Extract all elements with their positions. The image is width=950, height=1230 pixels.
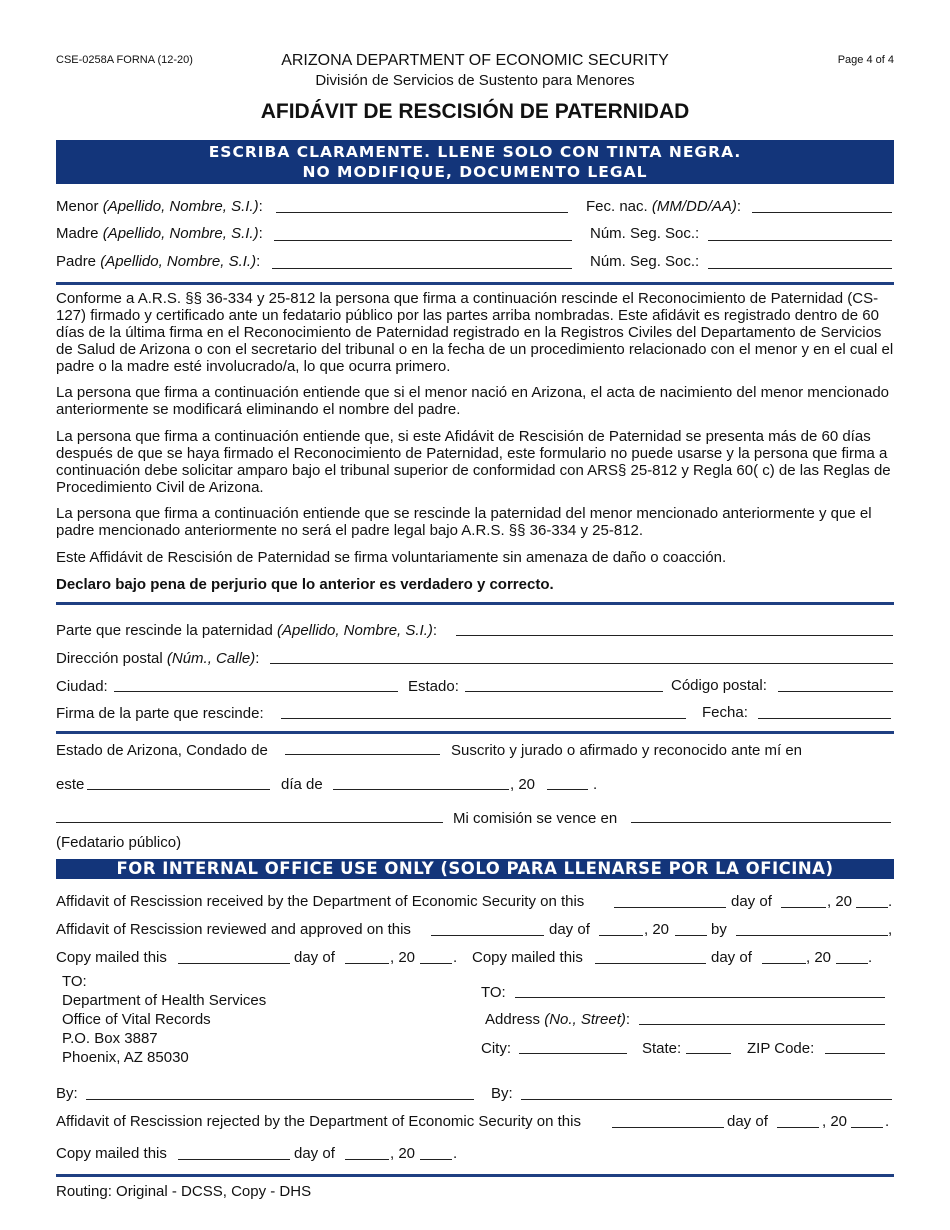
este-field[interactable] <box>87 789 270 790</box>
state-field[interactable] <box>686 1053 731 1054</box>
routing-footer: Routing: Original - DCSS, Copy - DHS <box>56 1183 312 1200</box>
received-year-prefix: , 20 <box>827 893 853 910</box>
copy-mailed-label-right: Copy mailed this <box>472 949 583 966</box>
ciudad-label: Ciudad: <box>56 678 108 695</box>
dhs-address-block <box>62 972 266 1067</box>
copy-mailed-label-bottom: Copy mailed this <box>56 1145 167 1162</box>
to-block-line: P.O. Box 3887 <box>62 1030 158 1047</box>
to-block-line: Office of Vital Records <box>62 1011 211 1028</box>
menor-label: Menor (Apellido, Nombre, S.I.): <box>56 198 263 215</box>
zip-label: ZIP Code: <box>747 1040 815 1057</box>
city-field[interactable] <box>519 1053 627 1054</box>
suscrito-text: Suscrito y jurado o afirmado y reconocido ante mí en <box>451 742 803 759</box>
copy-bottom-day-field[interactable] <box>178 1159 290 1160</box>
copy-right-day-of: day of <box>711 949 752 966</box>
banner-line-2: NO MODIFIQUE, DOCUMENTO LEGAL <box>302 163 648 181</box>
paragraph-2: La persona que firma a continuación entiende que si el menor nació en Arizona, el acta de nacimiento del menor mencionado anteriormente se modificará eliminando el nombre del padre. <box>56 384 890 418</box>
received-month-field[interactable] <box>781 907 826 908</box>
by-field-left[interactable] <box>86 1099 474 1100</box>
padre-label: Padre (Apellido, Nombre, S.I.): <box>56 253 261 270</box>
to-block-line: Phoenix, AZ 85030 <box>62 1049 189 1066</box>
reviewed-by-field[interactable] <box>736 935 888 936</box>
paragraph-3: La persona que firma a continuación entiende que, si este Afidávit de Rescisión de Paternidad se presenta más de 60 días después de que se haya firmado el Reconocimiento de Paternidad, este formulario no puede usarse y la persona que firma a continuación debe solicitar amparo bajo el tribunal superior de conformidad con ARS§ 25-812 y Regla 60( c) de las Reglas de Procedimiento Civil de Arizona. <box>56 428 891 496</box>
rejected-day-of: day of <box>727 1113 768 1130</box>
madre-label: Madre (Apellido, Nombre, S.I.): <box>56 225 263 242</box>
copy-bottom-year-prefix: , 20 <box>390 1145 416 1162</box>
copy-bottom-day-of: day of <box>294 1145 335 1162</box>
division-name: División de Servicios de Sustento para Menores <box>315 72 635 89</box>
codigo-postal-label: Código postal: <box>671 677 767 694</box>
reviewed-year-field[interactable] <box>675 935 707 936</box>
parte-label: Parte que rescinde la paternidad (Apellido, Nombre, S.I.): <box>56 622 438 639</box>
comision-label: Mi comisión se vence en <box>453 810 618 827</box>
copy-right-year-field[interactable] <box>836 963 868 964</box>
to-label: TO: <box>481 984 506 1001</box>
reviewed-year-prefix: , 20 <box>644 921 670 938</box>
copy-right-year-prefix: , 20 <box>806 949 832 966</box>
year-prefix: , 20 <box>510 776 536 793</box>
divider <box>56 731 894 734</box>
to-field[interactable] <box>515 997 885 998</box>
rejected-month-field[interactable] <box>777 1127 819 1128</box>
form-id: CSE-0258A FORNA (12-20) <box>56 54 193 66</box>
office-use-banner: FOR INTERNAL OFFICE USE ONLY (SOLO PARA LLENARSE POR LA OFICINA) <box>56 859 894 879</box>
copy-mailed-label-left: Copy mailed this <box>56 949 167 966</box>
copy-left-day-field[interactable] <box>178 963 290 964</box>
padre-field[interactable] <box>272 268 572 269</box>
paragraph-5: Este Affidávit de Rescisión de Paternidad se firma voluntariamente sin amenaza de daño o coacción. <box>56 549 727 566</box>
menor-field[interactable] <box>276 212 568 213</box>
comision-field[interactable] <box>631 822 891 823</box>
reviewed-month-field[interactable] <box>599 935 643 936</box>
received-year-field[interactable] <box>856 907 888 908</box>
reviewed-day-field[interactable] <box>431 935 544 936</box>
copy-left-year-field[interactable] <box>420 963 452 964</box>
instructions-banner <box>56 140 894 184</box>
madre-field[interactable] <box>274 240 572 241</box>
received-day-of: day of <box>731 893 772 910</box>
direccion-field[interactable] <box>270 663 893 664</box>
address-field[interactable] <box>639 1024 885 1025</box>
by-field-right[interactable] <box>521 1099 892 1100</box>
to-block-line: TO: <box>62 973 87 990</box>
reviewed-by-label: by <box>711 921 727 938</box>
banner-line-1: ESCRIBA CLARAMENTE. LLENE SOLO CON TINTA NEGRA. <box>208 143 742 161</box>
copy-left-month-field[interactable] <box>345 963 389 964</box>
by-label-right: By: <box>491 1085 513 1102</box>
ssn-padre-field[interactable] <box>708 268 892 269</box>
direccion-label: Dirección postal (Núm., Calle): <box>56 650 260 667</box>
fecha-label: Fecha: <box>702 704 748 721</box>
received-day-field[interactable] <box>614 907 726 908</box>
notary-signature-field[interactable] <box>56 822 443 823</box>
ssn-madre-field[interactable] <box>708 240 892 241</box>
page-number: Page 4 of 4 <box>837 54 894 66</box>
reviewed-label: Affidavit of Rescission reviewed and approved on this <box>56 921 411 938</box>
zip-field[interactable] <box>825 1053 885 1054</box>
codigo-postal-field[interactable] <box>778 691 893 692</box>
copy-right-day-field[interactable] <box>595 963 706 964</box>
rejected-year-field[interactable] <box>851 1127 883 1128</box>
divider <box>56 282 894 285</box>
firma-label: Firma de la parte que rescinde: <box>56 705 264 722</box>
divider <box>56 1174 894 1177</box>
fec-nac-label: Fec. nac. (MM/DD/AA): <box>586 198 742 215</box>
ssn-padre-label: Núm. Seg. Soc.: <box>590 253 700 270</box>
fec-nac-field[interactable] <box>752 212 892 213</box>
rejected-label: Affidavit of Rescission rejected by the Department of Economic Security on this <box>56 1113 581 1130</box>
copy-left-year-prefix: , 20 <box>390 949 416 966</box>
mes-field[interactable] <box>333 789 509 790</box>
by-label-left: By: <box>56 1085 78 1102</box>
year-field[interactable] <box>547 789 588 790</box>
notary-estado-label: Estado de Arizona, Condado de <box>56 742 268 759</box>
fecha-field[interactable] <box>758 718 891 719</box>
copy-right-month-field[interactable] <box>762 963 806 964</box>
estado-label: Estado: <box>408 678 459 695</box>
firma-field[interactable] <box>281 718 686 719</box>
condado-field[interactable] <box>285 754 440 755</box>
fedatario-label: (Fedatario público) <box>56 834 182 851</box>
page-title: AFIDÁVIT DE RESCISIÓN DE PATERNIDAD <box>260 100 690 123</box>
address-label: Address (No., Street): <box>485 1011 631 1028</box>
paragraph-1: Conforme a A.R.S. §§ 36-334 y 25-812 la persona que firma a continuación rescinde el Reconocimiento de Paternidad (CS-127) firmado y certificado ante un fedatario público por las partes arriba nombradas. Este afidávit es registrado dentro de 60 días de la última firma en el Reconocimiento de Paternidad registrado en la Registros Civiles del Departamento de Servicios de Salud de Arizona o con el secretario del tribunal o en la fecha de un procedimiento relacionado con el menor y en el cual el padre o la madre esté involucrado/a, lo que ocurra primero. <box>56 290 894 375</box>
este-label: este <box>56 776 85 793</box>
dia-de-label: día de <box>281 776 323 793</box>
copy-bottom-month-field[interactable] <box>345 1159 389 1160</box>
agency-name: ARIZONA DEPARTMENT OF ECONOMIC SECURITY <box>281 52 669 69</box>
to-block-line: Department of Health Services <box>62 992 267 1009</box>
paragraph-4: La persona que firma a continuación entiende que se rescinde la paternidad del menor mencionado anteriormente y que el padre mencionado anteriormente no será el padre legal bajo A.R.S. §§ 36-334 y 25-812. <box>56 505 872 539</box>
estado-field[interactable] <box>465 691 663 692</box>
state-label: State: <box>642 1040 682 1057</box>
perjury-declaration: Declaro bajo pena de perjurio que lo anterior es verdadero y correcto. <box>56 576 554 593</box>
ciudad-field[interactable] <box>114 691 398 692</box>
parte-field[interactable] <box>456 635 893 636</box>
copy-left-day-of: day of <box>294 949 335 966</box>
period: . <box>593 776 598 793</box>
copy-bottom-year-field[interactable] <box>420 1159 452 1160</box>
city-label: City: <box>481 1040 511 1057</box>
rejected-year-prefix: , 20 <box>822 1113 848 1130</box>
ssn-madre-label: Núm. Seg. Soc.: <box>590 225 700 242</box>
received-label: Affidavit of Rescission received by the Department of Economic Security on this <box>56 893 585 910</box>
divider <box>56 602 894 605</box>
reviewed-day-of: day of <box>549 921 590 938</box>
rejected-day-field[interactable] <box>612 1127 724 1128</box>
